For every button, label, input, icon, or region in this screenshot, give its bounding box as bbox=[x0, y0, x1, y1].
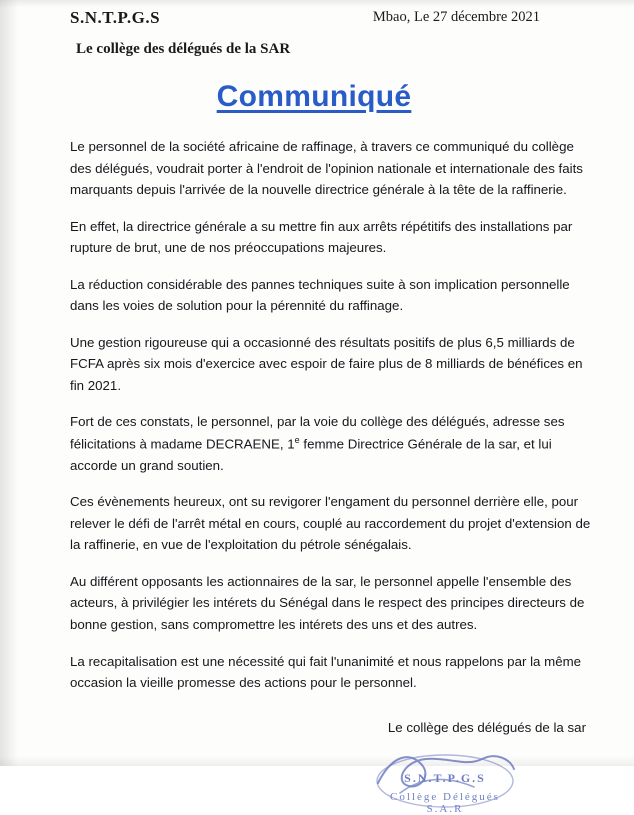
felicitations-superscript: e bbox=[294, 434, 300, 445]
paragraph: La recapitalisation est une nécessité qui fait l'unanimité et nous rappelons par la même occasion la vieille promesse des actions pour le personnel. bbox=[70, 653, 582, 691]
signature-area bbox=[70, 741, 598, 815]
paragraph: La réduction considérable des pannes techniques suite à son implication personnelle dans les voies de solution pour la pérennité du raffinage. bbox=[70, 276, 570, 314]
official-stamp bbox=[370, 747, 520, 815]
felicitations-part2: femme Directrice Générale de la sar, et lui accorde un grand soutien. bbox=[70, 436, 552, 473]
stamp-org-text: S.N.T.P.G.S bbox=[404, 770, 486, 785]
page-edge-shadow-left bbox=[0, 0, 18, 766]
place-and-date: Mbao, Le 27 décembre 2021 bbox=[372, 9, 540, 25]
paragraph: Au différent opposants les actionnaires de la sar, le personnel appelle l'ensemble des acteurs, à privilégier les intérets du Sénégal dans le respect des principes directeurs de bonne gestion, sans compromettre les intérets des uns et des autres. bbox=[70, 573, 585, 632]
paragraph: Le personnel de la société africaine de raffinage, à travers ce communiqué du collège des délégués, voudrait porter à l'endroit de l'opinion nationale et internationale des faits marquants depuis l'arrivée de la nouvelle directrice générale à la tête de la raffinerie. bbox=[70, 139, 583, 198]
paragraph-felicitations bbox=[70, 411, 592, 476]
signature-label: Le collège des délégués de la sar bbox=[387, 719, 586, 735]
paragraph: Une gestion rigoureuse qui a occasionné des résultats positifs de plus 6,5 milliards de FCFA après six mois d'exercice avec espoir de faire plus de 8 milliards de bénéfices en fin 2021. bbox=[70, 334, 583, 393]
organization-name: S.N.T.P.G.S bbox=[70, 8, 161, 27]
page-edge-shadow-top bbox=[0, 0, 634, 8]
felicitations-part1: Fort de ces constats, le personnel, par la voie du collège des délégués, adresse ses félicitations à madame DECRAENE, 1 bbox=[70, 414, 565, 452]
document-body bbox=[70, 136, 598, 694]
paragraph: Ces évènements heureux, ont su revigorer l'engament du personnel derrière elle, pour relever le défi de l'arrêt métal en cours, couplé au raccordement du projet d'extension de la raffinerie, en vue de l'exploitation du pétrole sénégalais. bbox=[70, 494, 591, 553]
document-header bbox=[70, 8, 598, 28]
paragraph: En effet, la directrice générale a su mettre fin aux arrêts répétitifs des installations par rupture de brut, une de nos préoccupations majeures. bbox=[70, 218, 573, 256]
stamp-sub-text: Collège Délégués S.A.R bbox=[390, 790, 500, 815]
issuer-subtitle: Le collège des délégués de la SAR bbox=[76, 41, 291, 57]
page-title: Communiqué bbox=[216, 80, 412, 113]
